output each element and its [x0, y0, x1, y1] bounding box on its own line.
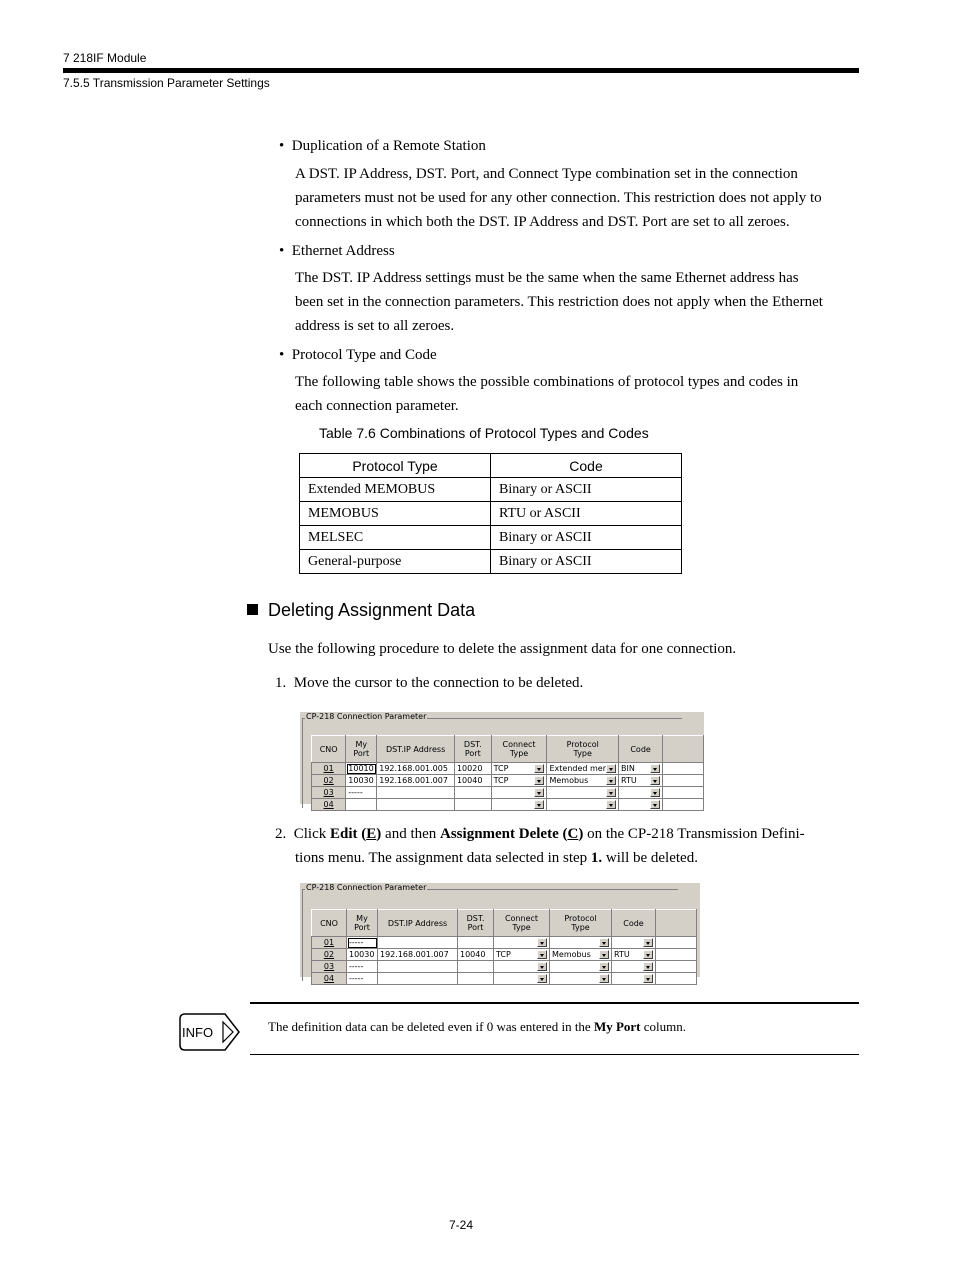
select-value: Memobus [552, 949, 591, 959]
dst-ip-cell[interactable] [378, 961, 458, 973]
dropdown-arrow-icon[interactable] [606, 800, 616, 809]
connect-type-select[interactable] [494, 961, 550, 973]
select-value: RTU [621, 775, 637, 785]
info-bottom-rule [250, 1054, 859, 1055]
connect-type-select[interactable] [491, 787, 547, 799]
step-2 [275, 822, 859, 870]
code-select[interactable] [612, 937, 656, 949]
dropdown-arrow-icon[interactable] [599, 938, 609, 947]
step-text: Move the cursor to the connection to be deleted. [293, 675, 584, 691]
dropdown-arrow-icon[interactable] [534, 788, 544, 797]
grid-row[interactable] [312, 763, 704, 775]
row-number: 01 [312, 763, 346, 775]
row-number: 01 [312, 937, 347, 949]
connection-grid [311, 735, 704, 811]
dst-ip-cell[interactable] [378, 973, 458, 985]
paragraph-line: A DST. IP Address, DST. Port, and Connect Type combination set in the connection [295, 166, 798, 182]
edit-menu-label [330, 826, 381, 842]
grid-header-my-port: My Port [347, 910, 378, 937]
page-number: 7-24 [449, 1218, 474, 1232]
grid-header-connect-type: Connect Type [491, 736, 547, 763]
dropdown-arrow-icon[interactable] [606, 776, 616, 785]
step-text: will be deleted. [602, 850, 698, 866]
bullet-title: Ethernet Address [291, 243, 395, 259]
dropdown-arrow-icon[interactable] [537, 974, 547, 983]
column-header: Code [491, 454, 682, 478]
info-badge-label: INFO [182, 1025, 214, 1040]
dropdown-arrow-icon[interactable] [599, 950, 609, 959]
protocol-type-select[interactable] [550, 949, 612, 961]
table-cell: MELSEC [300, 526, 491, 550]
select-value: BIN [621, 763, 635, 773]
my-port-cell[interactable]: 10030 [346, 775, 377, 787]
dst-ip-cell[interactable]: 192.168.001.005 [377, 763, 455, 775]
my-port-cell[interactable]: ----- [347, 973, 378, 985]
step-number: 1. [275, 675, 287, 691]
connection-parameter-screenshot-1 [300, 712, 704, 809]
code-select[interactable] [619, 763, 663, 775]
code-select[interactable] [612, 961, 656, 973]
paragraph-line: connections in which both the DST. IP Address and DST. Port are set to all zeroes. [295, 214, 790, 230]
select-value: Memobus [549, 775, 589, 785]
dst-port-cell[interactable]: 10020 [454, 763, 491, 775]
dropdown-arrow-icon[interactable] [643, 938, 653, 947]
info-top-rule [250, 1002, 859, 1004]
connect-type-select[interactable] [494, 973, 550, 985]
blank-cell [656, 949, 697, 961]
connect-type-select[interactable] [491, 799, 547, 811]
assignment-delete-label [440, 826, 583, 842]
blank-cell [656, 973, 697, 985]
dst-ip-cell[interactable] [377, 799, 455, 811]
paragraph-line: been set in the connection parameters. This restriction does not apply when the Ethernet [295, 294, 823, 310]
step-text: Click [293, 826, 330, 842]
grid-row[interactable] [312, 799, 704, 811]
dropdown-arrow-icon[interactable] [599, 962, 609, 971]
dst-port-cell[interactable] [458, 937, 494, 949]
info-note [268, 1019, 686, 1035]
paragraph-line: The DST. IP Address settings must be the same when the same Ethernet address has [295, 270, 799, 286]
info-text: column. [640, 1019, 687, 1034]
table-row [300, 526, 682, 550]
grid-header-dst-ip: DST.IP Address [377, 736, 455, 763]
table-cell: Binary or ASCII [491, 550, 682, 574]
row-number: 03 [312, 961, 347, 973]
connect-type-select[interactable] [491, 775, 547, 787]
table-cell: Binary or ASCII [491, 478, 682, 502]
info-emphasis: My Port [593, 1019, 641, 1034]
grid-header-cno: CNO [312, 736, 346, 763]
grid-row[interactable] [312, 787, 704, 799]
code-select[interactable] [619, 775, 663, 787]
blank-cell [663, 787, 704, 799]
connection-parameter-screenshot-2 [300, 883, 700, 983]
dst-port-cell[interactable] [458, 961, 494, 973]
protocol-type-select[interactable] [550, 961, 612, 973]
info-icon [177, 1011, 243, 1058]
blank-cell [663, 763, 704, 775]
paragraph-duplication [295, 162, 861, 234]
grid-row[interactable] [312, 961, 697, 973]
row-number: 03 [312, 787, 346, 799]
connection-grid [311, 909, 697, 985]
table-row [300, 478, 682, 502]
my-port-cell[interactable]: ----- [347, 961, 378, 973]
grid-header-connect-type: Connect Type [494, 910, 550, 937]
dropdown-arrow-icon[interactable] [534, 764, 544, 773]
grid-row[interactable] [312, 973, 697, 985]
dst-ip-cell[interactable] [377, 787, 455, 799]
dropdown-arrow-icon[interactable] [643, 974, 653, 983]
protocol-type-select[interactable] [550, 973, 612, 985]
bullet-title: Duplication of a Remote Station [291, 138, 486, 154]
step-1 [275, 675, 583, 692]
row-number: 02 [312, 775, 346, 787]
grid-header-cno: CNO [312, 910, 347, 937]
intro-paragraph: Use the following procedure to delete the assignment data for one connection. [268, 641, 737, 657]
my-port-cell[interactable]: 10010 [346, 763, 377, 775]
code-select[interactable] [612, 949, 656, 961]
menu-shortcut: E [366, 826, 377, 842]
code-select[interactable] [619, 799, 663, 811]
menu-text: Edit ( [330, 826, 367, 842]
connect-type-select[interactable] [491, 763, 547, 775]
step-ref: 1. [590, 850, 603, 866]
dropdown-arrow-icon[interactable] [606, 788, 616, 797]
row-number: 04 [312, 973, 347, 985]
menu-text: ) [578, 826, 584, 842]
paragraph-protocol [295, 370, 861, 418]
grid-header-protocol-type: Protocol Type [550, 910, 612, 937]
table-caption: Table 7.6 Combinations of Protocol Types and Codes [319, 425, 649, 441]
row-number: 04 [312, 799, 346, 811]
my-port-cell[interactable]: ----- [347, 937, 378, 949]
grid-row[interactable] [312, 937, 697, 949]
group-title: CP-218 Connection Parameter [306, 712, 427, 721]
dropdown-arrow-icon[interactable] [650, 776, 660, 785]
table-cell: RTU or ASCII [491, 502, 682, 526]
my-port-cell[interactable] [346, 799, 377, 811]
grid-row[interactable] [312, 949, 697, 961]
step-text: and then [381, 826, 441, 842]
bullet-ethernet: • Ethernet Address [279, 243, 395, 259]
my-port-cell[interactable]: ----- [346, 787, 377, 799]
table-header-row [300, 454, 682, 478]
grid-header-protocol-type: Protocol Type [547, 736, 619, 763]
grid-header-dst-ip: DST.IP Address [378, 910, 458, 937]
dropdown-arrow-icon[interactable] [534, 776, 544, 785]
protocol-type-select[interactable] [547, 787, 619, 799]
step-2-line-1 [275, 822, 859, 846]
row-number: 02 [312, 949, 347, 961]
table-cell: General-purpose [300, 550, 491, 574]
protocol-type-select[interactable] [547, 799, 619, 811]
paragraph-line: parameters must not be used for any other connection. This restriction does not apply to [295, 190, 822, 206]
table-row [300, 550, 682, 574]
table-cell: MEMOBUS [300, 502, 491, 526]
protocol-type-select[interactable] [550, 937, 612, 949]
dst-ip-cell[interactable]: 192.168.001.007 [378, 949, 458, 961]
grid-header-my-port: My Port [346, 736, 377, 763]
table-cell: Binary or ASCII [491, 526, 682, 550]
table-row [300, 502, 682, 526]
dropdown-arrow-icon[interactable] [650, 800, 660, 809]
header-rule [63, 68, 859, 73]
grid-header-blank [663, 736, 704, 763]
grid-header-code: Code [619, 736, 663, 763]
group-title: CP-218 Connection Parameter [306, 883, 427, 892]
heading-square-icon [247, 604, 258, 615]
dst-ip-cell[interactable] [378, 937, 458, 949]
paragraph-line: each connection parameter. [295, 398, 459, 414]
step-text: on the CP-218 Transmission Defini- [583, 826, 805, 842]
my-port-cell[interactable]: 10030 [347, 949, 378, 961]
dropdown-arrow-icon[interactable] [650, 788, 660, 797]
dropdown-arrow-icon[interactable] [599, 974, 609, 983]
select-value: TCP [493, 763, 509, 773]
dst-port-cell[interactable] [458, 973, 494, 985]
blank-cell [663, 799, 704, 811]
select-value: TCP [496, 949, 511, 959]
section-header: 7.5.5 Transmission Parameter Settings [63, 76, 270, 90]
protocol-type-select[interactable] [547, 763, 619, 775]
grid-header-blank [656, 910, 697, 937]
dst-port-cell[interactable] [454, 787, 491, 799]
grid-row[interactable] [312, 775, 704, 787]
menu-text: Assignment Delete ( [440, 826, 568, 842]
blank-cell [663, 775, 704, 787]
dst-ip-cell[interactable]: 192.168.001.007 [377, 775, 455, 787]
blank-cell [656, 937, 697, 949]
column-header: Protocol Type [300, 454, 491, 478]
menu-shortcut: C [567, 826, 579, 842]
step-2-line-2 [275, 846, 859, 870]
dropdown-arrow-icon[interactable] [650, 764, 660, 773]
bullet-protocol: • Protocol Type and Code [279, 347, 437, 363]
menu-text: ) [376, 826, 382, 842]
select-value: RTU [614, 949, 630, 959]
bullet-duplication: • Duplication of a Remote Station [279, 138, 486, 154]
dropdown-arrow-icon[interactable] [643, 950, 653, 959]
chapter-header: 7 218IF Module [63, 51, 147, 65]
dropdown-arrow-icon[interactable] [643, 962, 653, 971]
dropdown-arrow-icon[interactable] [537, 962, 547, 971]
paragraph-line: address is set to all zeroes. [295, 318, 455, 334]
code-select[interactable] [619, 787, 663, 799]
paragraph-ethernet [295, 266, 861, 338]
dst-port-cell[interactable]: 10040 [458, 949, 494, 961]
grid-header-dst-port: DST. Port [458, 910, 494, 937]
dropdown-arrow-icon[interactable] [534, 800, 544, 809]
dst-port-cell[interactable] [454, 799, 491, 811]
code-select[interactable] [612, 973, 656, 985]
dropdown-arrow-icon[interactable] [606, 764, 616, 773]
grid-header-dst-port: DST. Port [454, 736, 491, 763]
dropdown-arrow-icon[interactable] [537, 938, 547, 947]
table-cell: Extended MEMOBUS [300, 478, 491, 502]
info-text: The definition data can be deleted even if 0 was entered in the [268, 1019, 594, 1034]
step-text: tions menu. The assignment data selected in step [295, 850, 591, 866]
connect-type-select[interactable] [494, 937, 550, 949]
protocol-code-table [299, 453, 682, 574]
step-number: 2. [275, 826, 287, 842]
bullet-title: Protocol Type and Code [291, 347, 437, 363]
dst-port-cell[interactable]: 10040 [454, 775, 491, 787]
paragraph-line: The following table shows the possible combinations of protocol types and codes in [295, 374, 799, 390]
dropdown-arrow-icon[interactable] [537, 950, 547, 959]
connect-type-select[interactable] [494, 949, 550, 961]
grid-header-code: Code [612, 910, 656, 937]
protocol-type-select[interactable] [547, 775, 619, 787]
select-value: TCP [493, 775, 509, 785]
blank-cell [656, 961, 697, 973]
select-value: Extended mer [549, 763, 607, 773]
section-heading: Deleting Assignment Data [268, 600, 476, 620]
